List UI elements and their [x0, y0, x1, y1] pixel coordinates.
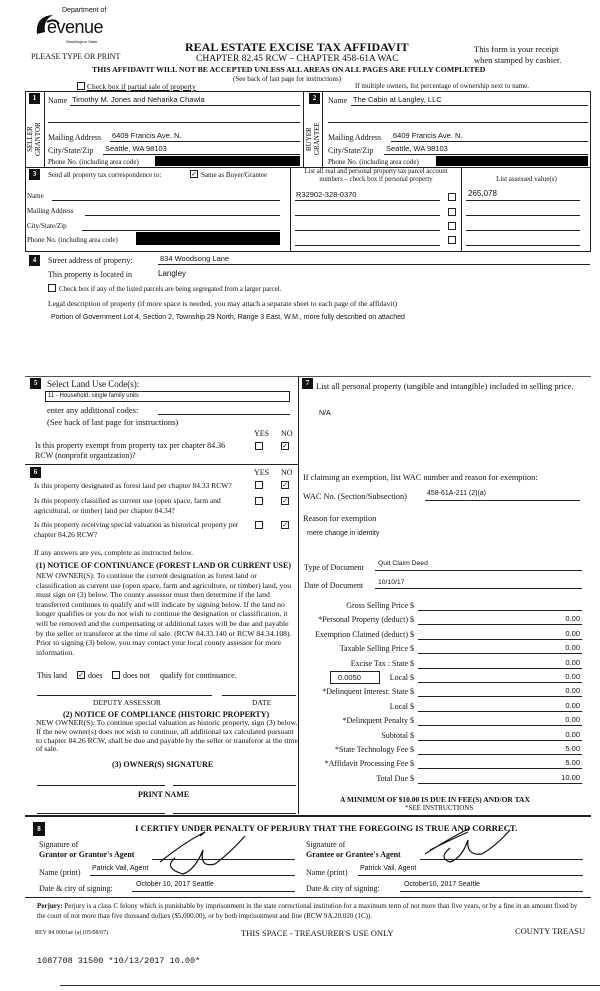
fee-underline [418, 610, 582, 611]
s3-name-label: Name [27, 192, 44, 200]
fee-label: *Personal Property (deduct) $ [318, 615, 414, 625]
underline [375, 570, 582, 571]
underline [400, 891, 583, 892]
see-back: (See back of last page for instructions) [233, 75, 342, 83]
doc-date-label: Date of Document [304, 581, 364, 590]
underline [295, 245, 440, 246]
historic-question: Is this property receiving special valuation as historical property per chapter 84.26 RCW? [34, 520, 239, 539]
notice-continuance-text: NEW OWNER(S): To continue the current designation as forest land or classification as current use (open space, farm and agriculture, or timber) land, you must sign on (3) below. The county assessor must then determine if the land transferred continues to qualify and will indicate by signing below. If the land no longer qualifies or you do not wish to continue the designation or classification, it will be removed and the compensating or additional taxes will be due and payable by the seller or transferor at the time of sale. (RCW 84.33.140 or RCW 84.34.108). Prior to signing (3) below, you may contact your local county assessor for more information. [36, 571, 292, 657]
deputy-assessor-line[interactable] [37, 695, 212, 696]
partial-sale-checkbox[interactable] [77, 82, 85, 90]
underline [391, 141, 588, 142]
grantor-name-field[interactable]: Patrick Vail, Agent [92, 865, 149, 872]
fee-value[interactable]: 0.00 [565, 643, 580, 653]
buyer-city-field[interactable]: Seattle, WA 98103 [386, 144, 448, 153]
fee-label: Total Due $ [376, 773, 414, 783]
divider [60, 985, 600, 986]
divider [25, 897, 591, 898]
forest-no-checkbox[interactable]: ✓ [282, 481, 288, 489]
fee-underline [418, 711, 582, 712]
fee-label: Excise Tax : State $ [350, 658, 414, 668]
current-use-no-checkbox[interactable]: ✓ [282, 497, 288, 505]
local-rate-value: 0.0050 [338, 673, 361, 682]
fee-value[interactable]: 5.00 [565, 744, 580, 753]
fee-underline [418, 725, 582, 726]
fee-label: Subtotal $ [381, 730, 414, 740]
fee-underline [418, 668, 582, 669]
exempt-question: Is this property exempt from property tax per chapter 84.36 RCW (nonprofit organization)? [35, 441, 226, 460]
seller-city-field[interactable]: Seattle, WA 98103 [105, 144, 167, 153]
reason-label: Reason for exemption [303, 514, 377, 523]
fee-underline [418, 768, 582, 769]
assessed-value-field[interactable]: 265,078 [468, 189, 497, 198]
logo-line3: Washington State [66, 39, 98, 44]
underline [466, 200, 580, 201]
this-land-label: This land [37, 671, 67, 680]
grantee-signature [420, 826, 520, 866]
fee-label: *State Technology Fee $ [334, 745, 414, 754]
notice-compliance-text: NEW OWNER(S): To continue special valuation as historic property, sign (3) below. If the new owner(s) does not wish to continue, all additional tax calculated pursuant to chapter 84.26 RCW, shall be due and payable by the seller or transferor at the time of sale. [36, 718, 298, 754]
redacted-phone [436, 156, 588, 166]
same-as-buyer-checkbox[interactable]: ✓ [191, 170, 197, 178]
notice-continuance-title: (1) NOTICE OF CONTINUANCE (FOREST LAND OR CURRENT USE) [36, 561, 291, 570]
historic-no-checkbox[interactable]: ✓ [282, 521, 288, 529]
fee-label: Local $ [389, 673, 414, 682]
divider [25, 464, 298, 465]
fee-underline [418, 682, 582, 683]
no-header: NO [281, 429, 293, 438]
fee-underline [418, 740, 582, 741]
divider [303, 91, 304, 167]
fee-value[interactable]: 5.00 [565, 758, 580, 768]
parcel-number-field[interactable]: R32902-328-0370 [296, 190, 357, 199]
exempt-yes-checkbox[interactable] [255, 442, 263, 450]
section-7-number: 7 [302, 378, 313, 389]
treasurer-note: THIS SPACE - TREASURER'S USE ONLY [241, 928, 394, 938]
s3-address-label: Mailing Address [27, 207, 74, 215]
section-5-number: 5 [30, 378, 41, 389]
section-8-number: 8 [33, 822, 45, 836]
doc-type-field[interactable]: Quit Claim Deed [378, 560, 428, 567]
grantee-sig-label-1: Signature of [306, 840, 346, 849]
personal-property-checkbox[interactable] [448, 193, 456, 201]
print-name-label: PRINT NAME [138, 790, 190, 799]
seller-address-label: Mailing Address [48, 133, 102, 142]
owner-signature-line[interactable] [37, 785, 165, 786]
underline [70, 105, 300, 106]
street-address-field[interactable]: 834 Woodsong Lane [160, 254, 230, 263]
underline [358, 875, 583, 876]
fee-label: Local $ [389, 701, 414, 711]
doc-date-field[interactable]: 10/10/17 [378, 579, 405, 586]
underline [466, 215, 580, 216]
seller-name-field[interactable]: Timothy M. Jones and Neharika Chawla [72, 95, 205, 104]
redacted-phone [155, 156, 300, 166]
underline [90, 875, 295, 876]
yes-header: YES [254, 468, 270, 477]
exempt-no-checkbox[interactable]: ✓ [282, 442, 288, 450]
perjury-text: Perjury is a class C felony which is punishable by imprisonment in the state correctional institution for a maximum term of not more than five years, or by a fine in an amount fixed by the court of not more than five thousand dollars ($5,000.00), or by both imprisonment and fine (RCW 9A.20.020 (1C)). [37, 902, 578, 920]
yes-header: YES [254, 429, 270, 438]
section-6-number: 6 [30, 467, 41, 478]
current-use-yes-checkbox[interactable] [255, 497, 263, 505]
grantor-date-label: Date & city of signing: [39, 884, 113, 893]
minimum-note: A MINIMUM OF $10.00 IS DUE IN FEE(S) AND/OR TAX [340, 795, 530, 804]
fee-value[interactable]: 0.00 [565, 729, 580, 739]
buyer-name-label: Name [328, 96, 348, 105]
underline [384, 154, 588, 155]
personal-property-checkbox[interactable] [448, 222, 456, 230]
fee-label: *Delinquent Interest: State $ [322, 687, 414, 697]
seller-grantor-label: SELLER GRANTOR [26, 122, 42, 156]
underline [158, 264, 590, 265]
s3-address-field [85, 215, 280, 216]
multiple-owners-note: If multiple owners, list percentage of ownership next to name. [355, 82, 529, 90]
seller-name-label: Name [48, 96, 68, 105]
fee-value[interactable]: 0.00 [565, 628, 580, 638]
exemption-label: If claiming an exemption, list WAC number and reason for exemption: [303, 473, 538, 482]
forest-question: Is this property designated as forest land per chapter 84.33 RCW? [34, 481, 232, 490]
perjury-bold: Perjury: [37, 902, 63, 910]
s3-name-field [52, 200, 280, 201]
reason-field[interactable]: mere change in identity [307, 530, 380, 537]
seller-phone-label: Phone No. (including area code) [48, 158, 139, 166]
date-label: DATE [252, 698, 272, 707]
partial-sale-label: Check box if partial sale of property [87, 82, 196, 91]
s5-see-back: (See back of last page for instructions) [47, 417, 179, 427]
additional-codes-field[interactable] [158, 414, 290, 415]
s3-city-label: City/State/Zip [27, 222, 67, 230]
does-not-qualify-checkbox[interactable] [112, 671, 120, 679]
legal-description-field[interactable]: Portion of Government Lot 4, Section 2, Township 29 North, Range 3 East, W.M., more fully described on attached [51, 314, 405, 321]
underline [48, 122, 300, 123]
section-4-number: 4 [29, 255, 40, 266]
underline [466, 230, 580, 231]
grantor-sig-label-1: Signature of [39, 840, 79, 849]
doc-type-label: Type of Document [304, 563, 364, 572]
underline [425, 500, 580, 501]
deputy-assessor-label: DEPUTY ASSESSOR [93, 698, 161, 707]
divider [290, 167, 291, 252]
form-chapter: CHAPTER 82.45 RCW – CHAPTER 458-61A WAC [196, 54, 399, 64]
underline [295, 200, 440, 201]
grantor-sig-label-2: Grantor or Grantor's Agent [39, 850, 135, 859]
divider [25, 815, 591, 817]
same-as-buyer-label: Same as Buyer/Grantee [201, 171, 268, 179]
underline [351, 105, 588, 106]
correspondence-label: Send all property tax correspondence to: [48, 171, 162, 179]
section-1-number: 1 [29, 93, 40, 104]
grantee-name-label: Name (print) [306, 868, 348, 877]
section-3-number: 3 [29, 169, 40, 180]
grantor-name-label: Name (print) [39, 868, 81, 877]
current-use-question: Is this property classified as current use (open space, farm and agricultural, or timber) land per chapter 84.34? [34, 496, 221, 515]
parcel-header: List all real and personal property tax parcel account numbers – check box if personal property [304, 168, 448, 183]
fee-value[interactable]: 0.00 [565, 614, 580, 624]
divider [461, 167, 462, 252]
underline [328, 122, 588, 123]
located-field[interactable]: Langley [158, 269, 187, 278]
if-yes-note: If any answers are yes, complete as instructed below. [34, 548, 194, 557]
fee-underline [418, 696, 582, 697]
buyer-name-field[interactable]: The Cabin at Langley, LLC [353, 95, 442, 104]
fee-value[interactable]: 0.00 [565, 700, 580, 710]
no-header: NO [281, 468, 293, 477]
underline [110, 141, 300, 142]
personal-property-label: List all personal property (tangible and intangible) included in selling price. [316, 381, 574, 391]
buyer-address-label: Mailing Address [328, 133, 382, 142]
grantor-date-field[interactable]: October 10, 2017 Seattle [136, 881, 214, 888]
underline [103, 154, 300, 155]
personal-property-checkbox[interactable] [448, 236, 456, 244]
county-treasurer-label: COUNTY TREASU [515, 926, 586, 936]
s3-phone-label: Phone No. (including area code) [27, 236, 118, 244]
fee-value[interactable]: 0.00 [565, 715, 580, 725]
fee-underline [418, 639, 582, 640]
certify-statement: I CERTIFY UNDER PENALTY OF PERJURY THAT THE FOREGOING IS TRUE AND CORRECT. [135, 823, 518, 833]
additional-codes-label: enter any additional codes: [47, 405, 139, 415]
assessed-header: List assessed value(s) [496, 175, 557, 183]
form-title: REAL ESTATE EXCISE TAX AFFIDAVIT [185, 40, 409, 54]
buyer-address-field[interactable]: 6409 Francis Ave. N. [393, 131, 463, 140]
wac-field[interactable]: 458-61A-211 (2)(a) [427, 490, 487, 497]
personal-property-value[interactable]: N/A [319, 410, 331, 417]
personal-property-checkbox[interactable] [448, 208, 456, 216]
print-name-line[interactable] [173, 813, 296, 814]
qualify-label: qualify for continuance. [160, 671, 237, 680]
fee-label: *Delinquent Penalty $ [342, 716, 414, 726]
buyer-city-label: City/State/Zip [328, 146, 374, 155]
warning: THIS AFFIDAVIT WILL NOT BE ACCEPTED UNLESS ALL AREAS ON ALL PAGES ARE FULLY COMPLETED [92, 65, 486, 74]
located-label: This property is located in [48, 270, 132, 279]
notice-compliance-title: (2) NOTICE OF COMPLIANCE (HISTORIC PROPERTY) [63, 710, 270, 719]
receipt-note-1: This form is your receipt [474, 44, 559, 54]
date-line[interactable] [222, 695, 296, 696]
grantee-name-field[interactable]: Patrick Vail, Agent [360, 865, 417, 872]
type-or-print: PLEASE TYPE OR PRINT [31, 52, 121, 61]
grantee-date-field[interactable]: October10, 2017 Seattle [404, 881, 480, 888]
owner-signature-line[interactable] [173, 785, 296, 786]
does-label: does [88, 671, 103, 680]
underline [132, 891, 295, 892]
section-2-number: 2 [309, 93, 320, 104]
fee-label: Taxable Selling Price $ [339, 644, 414, 654]
street-label: Street address of property: [48, 256, 133, 265]
fee-value[interactable]: 0.00 [565, 657, 580, 667]
underline [375, 588, 582, 589]
segregated-checkbox[interactable] [48, 284, 56, 292]
land-use-label: Select Land Use Code(s): [47, 379, 140, 389]
fee-label: Exemption Claimed (deduct) $ [315, 629, 414, 639]
receipt-note-2: when stamped by cashier. [474, 55, 562, 65]
underline [295, 230, 440, 231]
land-use-value: 11 - Household, single family units [48, 393, 139, 399]
segregated-label: Check box if any of the listed parcels are being segregated from a larger parcel. [59, 285, 282, 293]
forest-yes-checkbox[interactable] [255, 481, 263, 489]
cashier-stamp: 1087708 31500 *10/13/2017 10.00* [37, 956, 201, 966]
print-name-line[interactable] [37, 813, 165, 814]
redacted-phone [136, 232, 280, 245]
revision-code: REV 84 0001ae (a) (05/08/07) [35, 930, 109, 936]
fee-label: *Affidavit Processing Fee $ [324, 759, 414, 769]
grantor-signature [155, 828, 255, 878]
fee-underline [418, 754, 582, 755]
s3-city-field [82, 230, 280, 231]
logo-line1: Department of [62, 7, 107, 14]
legal-label: Legal description of property (if more space is needed, you may attach a separate sheet to each page of the affidavit) [48, 299, 398, 308]
fee-value[interactable]: 10.00 [561, 772, 580, 782]
divider [25, 376, 591, 377]
fee-label: Gross Selling Price $ [346, 601, 414, 610]
fee-underline [418, 624, 582, 625]
divider [44, 91, 45, 167]
does-not-label: does not [123, 671, 150, 680]
seller-city-label: City/State/Zip [48, 146, 94, 155]
underline [295, 215, 440, 216]
fee-underline [418, 783, 582, 784]
historic-yes-checkbox[interactable] [255, 521, 263, 529]
buyer-phone-label: Phone No. (including area code) [328, 158, 419, 166]
buyer-grantee-label: BUYER GRANTEE [305, 122, 321, 156]
fee-value[interactable]: 0.00 [565, 672, 580, 681]
see-instructions: *SEE INSTRUCTIONS [405, 804, 474, 812]
does-qualify-checkbox[interactable]: ✓ [78, 671, 84, 679]
fee-value[interactable]: 0.00 [565, 686, 580, 696]
logo-revenue: evenue [47, 17, 104, 37]
grantee-sig-label-2: Grantee or Grantee's Agent [306, 850, 401, 859]
wac-label: WAC No. (Section/Subsection) [303, 492, 407, 501]
underline [466, 245, 580, 246]
perjury-note [37, 901, 587, 921]
owner-signature-title: (3) OWNER(S) SIGNATURE [112, 760, 214, 769]
seller-address-field[interactable]: 6409 Francis Ave. N. [112, 131, 182, 140]
grantee-date-label: Date & city of signing: [306, 884, 380, 893]
divider [322, 91, 323, 167]
fee-underline [418, 653, 582, 654]
